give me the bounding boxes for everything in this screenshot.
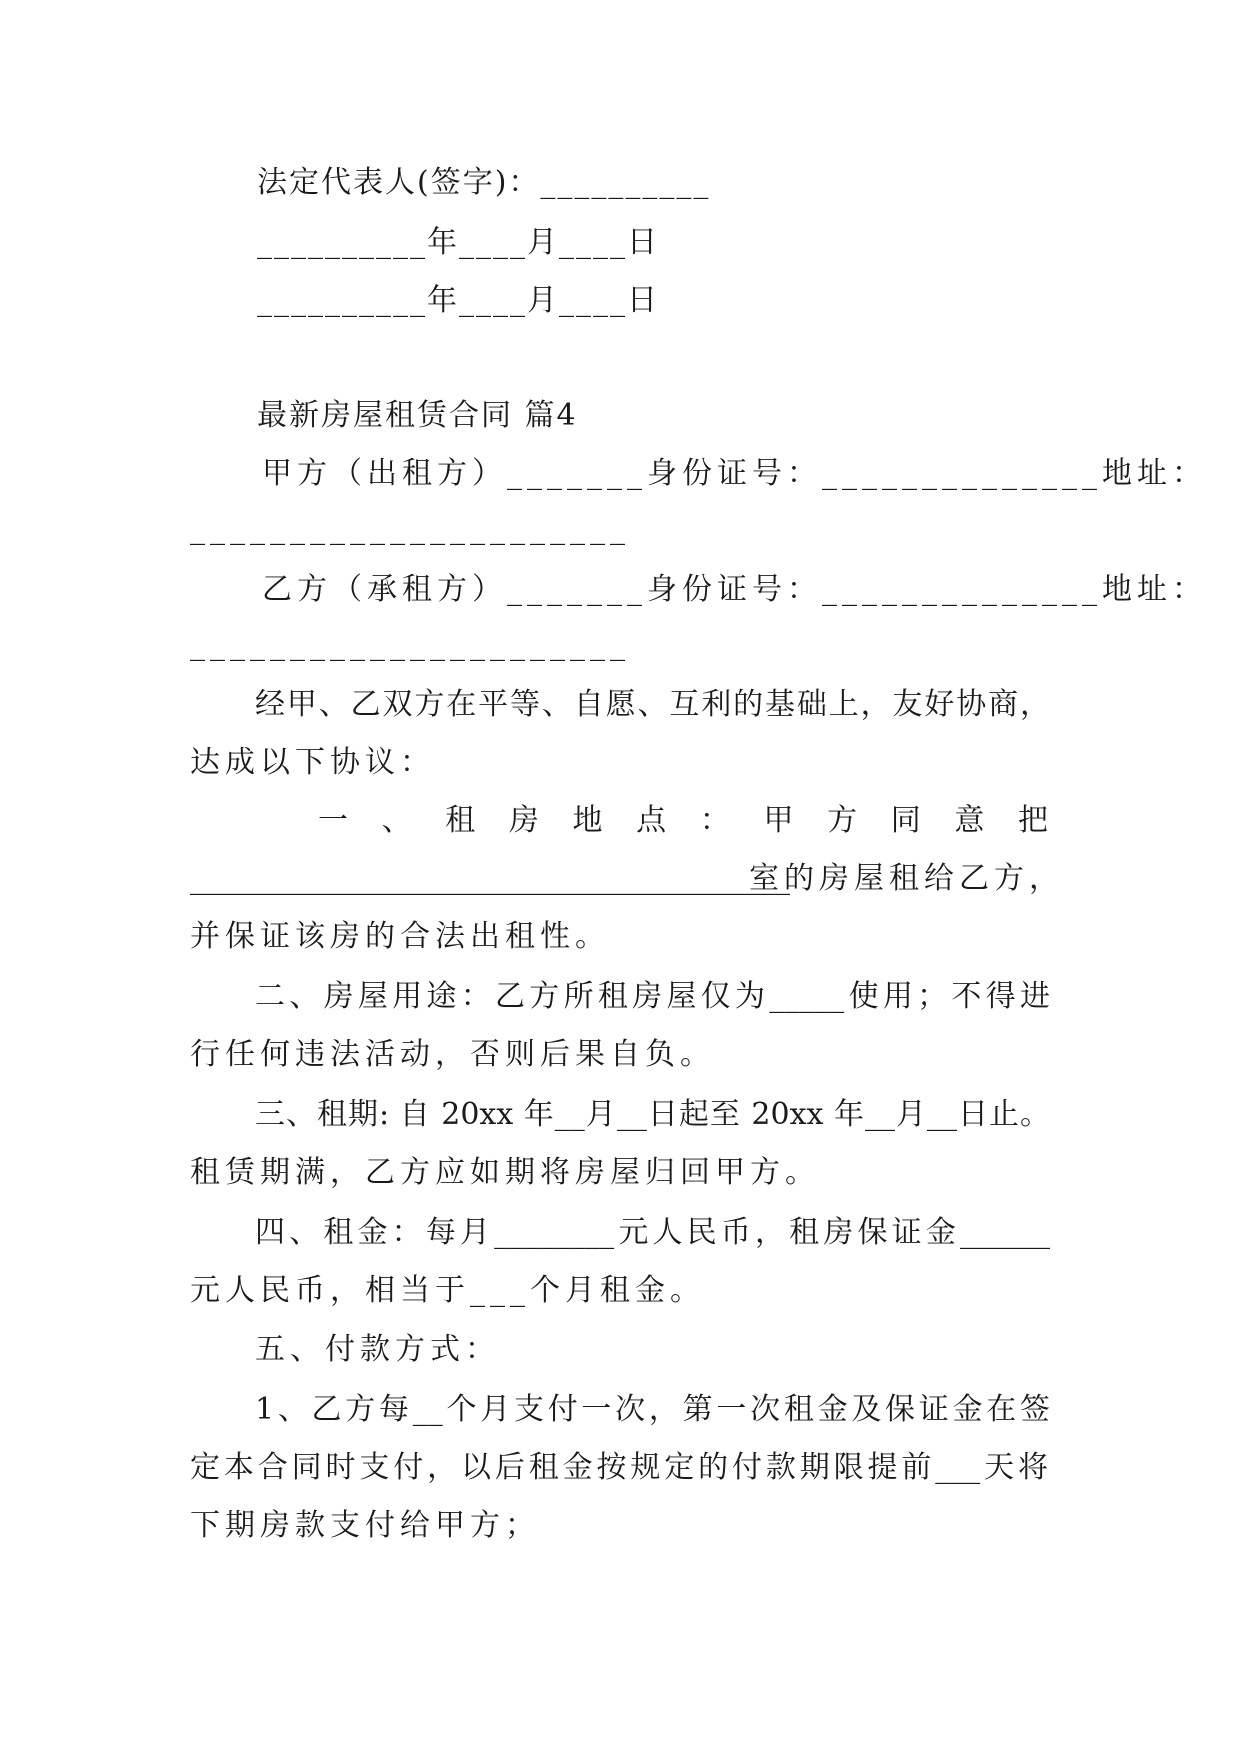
intro-paragraph-line: 经甲、乙双方在平等、自愿、互利的基础上，友好协商， (255, 687, 1050, 722)
section-title: 最新房屋租赁合同 篇4 (257, 398, 578, 433)
intro-paragraph-line: 达成以下协议： (190, 745, 435, 780)
party-b-address-blank: ______________________ (190, 627, 630, 662)
clause-5-1-line: 下期房款支付给甲方； (190, 1508, 540, 1543)
party-a-address-blank: ______________________ (190, 511, 630, 546)
clause-1-blank: ________________________________________ (190, 861, 790, 896)
clause-2-line: 二、房屋用途：乙方所租房屋仅为_____使用；不得进 (255, 979, 1050, 1014)
party-b-line: 乙方（承租方）_______身份证号：______________地址： (262, 572, 1207, 607)
clause-5-title: 五、付款方式： (255, 1332, 500, 1367)
clause-5-1-line: 定本合同时支付，以后租金按规定的付款期限提前___天将 (190, 1450, 1048, 1485)
clause-3-line: 三、租期: 自 20xx 年__月__日起至 20xx 年__月__日止。 (255, 1097, 1050, 1132)
party-a-line: 甲方（出租方）_______身份证号：______________地址： (262, 456, 1207, 491)
clause-4-line: 四、租金：每月________元人民币，租房保证金______ (255, 1215, 1050, 1250)
clause-1-line: 并保证该房的合法出租性。 (190, 919, 610, 954)
clause-5-1-line: 1、乙方每__个月支付一次，第一次租金及保证金在签 (255, 1392, 1050, 1427)
clause-1-line: 一 、 租 房 地 点 ： 甲 方 同 意 把 (318, 803, 1048, 838)
clause-1-line: 室的房屋租给乙方， (749, 861, 1064, 896)
clause-3-line: 租赁期满，乙方应如期将房屋归回甲方。 (190, 1155, 820, 1190)
clause-4-line: 元人民币，相当于___个月租金。 (190, 1273, 705, 1308)
clause-2-line: 行任何违法活动，否则后果自负。 (190, 1037, 715, 1072)
date-line: __________年____月____日 (257, 225, 659, 260)
date-line: __________年____月____日 (257, 283, 659, 318)
legal-rep-signature-line: 法定代表人(签字)：__________ (257, 165, 711, 200)
